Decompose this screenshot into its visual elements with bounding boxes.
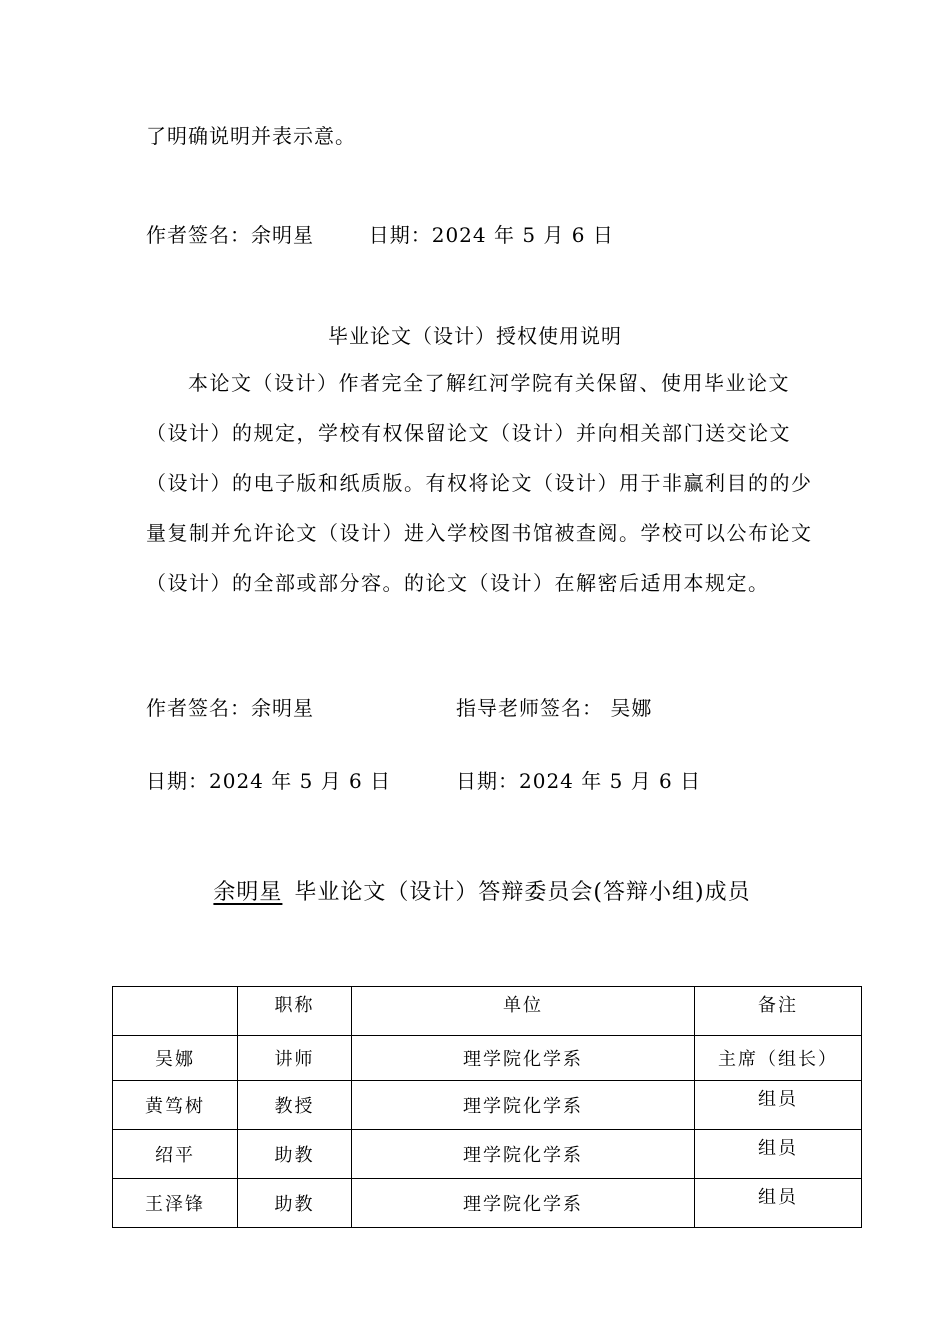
authorization-paragraph-text: 本论文（设计）作者完全了解红河学院有关保留、使用毕业论文（设计）的规定，学校有权保留论文（设计）并向相关部门送交论文（设计）的电子版和纸质版。有权将论文（设计）用于非赢利目的的少量复制并允许论文（设计）进入学校图书馆被查阅。学校可以公布论文（设计）的全部或部分容。的论文（设计）在解密后适用本规定。: [146, 371, 813, 595]
member-unit: 理学院化学系: [352, 1036, 695, 1081]
member-name: 绍平: [113, 1130, 238, 1179]
member-title: 讲师: [238, 1036, 352, 1081]
table-header-row: [113, 987, 862, 1036]
member-unit: 理学院化学系: [352, 1130, 695, 1179]
advisor-signature: 指导老师签名： 吴娜: [456, 696, 653, 720]
header-cell-title: 职称: [238, 987, 352, 1036]
member-name: 吴娜: [113, 1036, 238, 1081]
authorization-title: 毕业论文（设计）授权使用说明: [328, 324, 622, 348]
student-name: 余明星: [213, 880, 283, 905]
author-signature: 作者签名：余明星: [146, 223, 314, 247]
header-cell-unit: 单位: [352, 987, 695, 1036]
member-note: 组员: [695, 1179, 862, 1228]
member-title: 教授: [238, 1081, 352, 1130]
signature-date: 日期：2024 年 5 月 6 日: [368, 223, 614, 247]
declaration-signature-line: [146, 223, 614, 247]
member-title: 助教: [238, 1130, 352, 1179]
member-title: 助教: [238, 1179, 352, 1228]
member-name: 黄笃树: [113, 1081, 238, 1130]
member-note: 组员: [695, 1081, 862, 1130]
continued-text-line: 了明确说明并表示意。: [146, 124, 356, 148]
advisor-date: 日期：2024 年 5 月 6 日: [456, 769, 702, 793]
header-cell-note: 备注: [695, 987, 862, 1036]
authorization-paragraph: [146, 358, 816, 608]
table-row: [113, 1179, 862, 1228]
author-signature-authorization: 作者签名：余明星: [146, 696, 314, 720]
member-name: 王泽锋: [113, 1179, 238, 1228]
author-date: 日期：2024 年 5 月 6 日: [146, 769, 392, 793]
committee-title: [0, 875, 950, 906]
table-row: [113, 1130, 862, 1179]
member-note: 组员: [695, 1130, 862, 1179]
member-note: 主席（组长）: [695, 1036, 862, 1081]
member-unit: 理学院化学系: [352, 1081, 695, 1130]
header-cell-name: [113, 987, 238, 1036]
table-row: [113, 1081, 862, 1130]
member-unit: 理学院化学系: [352, 1179, 695, 1228]
committee-table: [112, 986, 862, 1228]
committee-title-text: 毕业论文（设计）答辩委员会(答辩小组)成员: [294, 880, 751, 905]
table-row: [113, 1036, 862, 1081]
